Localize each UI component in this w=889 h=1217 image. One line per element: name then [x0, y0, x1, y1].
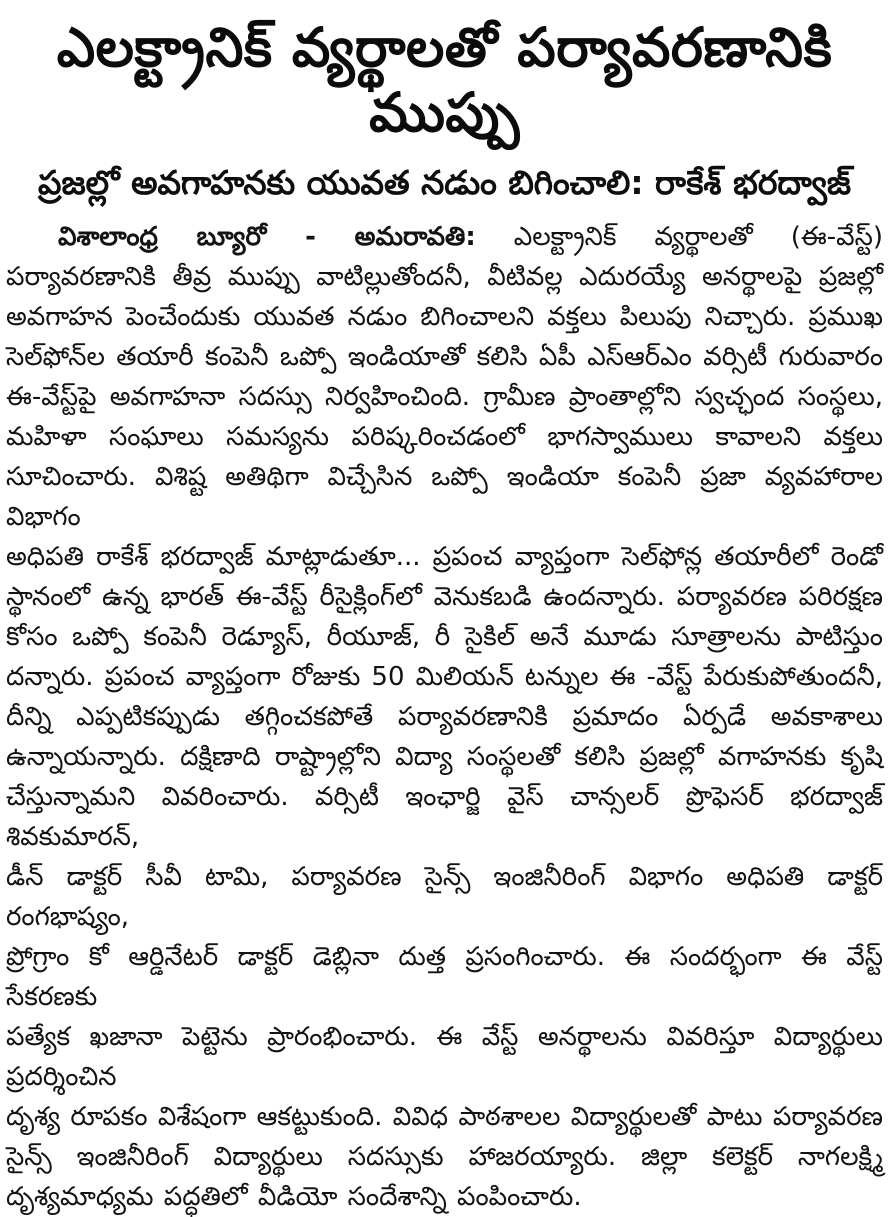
body-lines [6, 257, 883, 1217]
body-line: అవగాహన పెంచేందుకు యువత నడుం బిగించాలని వక్తలు పిలుపు నిచ్చారు. ప్రముఖ [6, 301, 883, 332]
article-body [6, 217, 883, 1217]
body-line: సెల్‌ఫోన్‌ల తయారీ కంపెనీ ఒప్పో ఇండియాతో కలిసి ఏపీ ఎస్ఆర్ఎం వర్సిటీ గురువారం [6, 341, 883, 372]
body-line: డీన్ డాక్టర్ సీవీ టామి, పర్యావరణ సైన్స్ ఇంజినీరింగ్ విభాగం అధిపతి డాక్టర్ రంగభాష్యం, [6, 861, 883, 932]
body-line: పత్యేక ఖజానా పెట్టెను ప్రారంభించారు. ఈ వేస్ట్ అనర్థాలను వివరిస్తూ విద్యార్థులు ప్రదర్శించిన [6, 1021, 883, 1092]
lead-line-text: ఎలక్ట్రానిక్ వ్యర్థాలతో (ఈ-వేస్ట్) [513, 221, 884, 252]
body-line: చేస్తున్నామని వివరించారు. వర్సిటీ ఇంఛార్జి వైస్ చాన్సలర్ ప్రొఫెసర్ భరద్వాజ్ శివకుమారన్, [6, 781, 883, 852]
body-line: సూచించారు. విశిష్ట అతిథిగా విచ్చేసిన ఒప్పో ఇండియా కంపెనీ ప్రజా వ్యవహారాల విభాగం [6, 461, 883, 532]
body-line: సైన్స్ ఇంజినీరింగ్ విద్యార్థులు సదస్సుకు హాజరయ్యారు. జిల్లా కలెక్టర్ నాగలక్ష్మి [6, 1141, 883, 1172]
body-line: దీన్ని ఎప్పటికప్పుడు తగ్గించకపోతే పర్యావరణానికి ప్రమాదం ఏర్పడే అవకాశాలు [6, 701, 883, 732]
body-line: స్థానంలో ఉన్న భారత్ ఈ-వేస్ట్ రీసైక్లింగ్‌లో వెనుకబడి ఉందన్నారు. పర్యావరణ పరిరక్షణ [6, 581, 883, 612]
body-line: అధిపతి రాకేశ్ భరద్వాజ్ మాట్లాడుతూ... ప్రపంచ వ్యాప్తంగా సెల్‌ఫోన్ల తయారీలో రెండో [6, 541, 883, 572]
dateline: విశాలాంధ్ర బ్యూరో - అమరావతి: [58, 221, 476, 252]
body-line: కోసం ఒప్పో కంపెనీ రెడ్యూస్, రీయూజ్, రీ సైకిల్ అనే మూడు సూత్రాలను పాటిస్తుం [6, 621, 883, 652]
body-line: దన్నారు. ప్రపంచ వ్యాప్తంగా రోజుకు 50 మిలియన్ టన్నుల ఈ -వేస్ట్ పేరుకుపోతుందనీ, [6, 661, 883, 692]
body-line: పర్యావరణానికి తీవ్ర ముప్పు వాటిల్లుతోందనీ, వీటివల్ల ఎదురయ్యే అనర్థాలపై ప్రజల్లో [6, 261, 883, 292]
lead-line [6, 217, 883, 257]
body-line: దృశ్యమాధ్యమ పద్ధతిలో వీడియో సందేశాన్ని పంపించారు. [6, 1181, 582, 1212]
body-line: ఉన్నాయన్నారు. దక్షిణాది రాష్ట్రాల్లోని విద్యా సంస్థలతో కలిసి ప్రజల్లో వగాహనకు కృషి [6, 741, 883, 772]
subheadline: ప్రజల్లో అవగాహనకు యువత నడుం బిగించాలి: రాకేశ్ భరద్వాజ్ [38, 162, 851, 202]
headline: ఎలక్ట్రానిక్ వ్యర్థాలతో పర్యావరణానికి ముప్పు [56, 16, 833, 144]
body-line: ఈ-వేస్ట్‌పై అవగాహనా సదస్సు నిర్వహించింది. గ్రామీణ ప్రాంతాల్లోని స్వచ్ఛంద సంస్థలు, [6, 381, 883, 412]
body-line: దృశ్య రూపకం విశేషంగా ఆకట్టుకుంది. వివిధ పాఠశాలల విద్యార్థులతో పాటు పర్యావరణ [6, 1101, 883, 1132]
body-line: ప్రోగ్రాం కో ఆర్డినేటర్ డాక్టర్ డెబ్లినా దుత్త ప్రసంగించారు. ఈ సందర్భంగా ఈ వేస్ట్ సేకరణకు [6, 941, 883, 1012]
body-line: మహిళా సంఘాలు సమస్యను పరిష్కరించడంలో భాగస్వాములు కావాలని వక్తలు [6, 421, 883, 452]
